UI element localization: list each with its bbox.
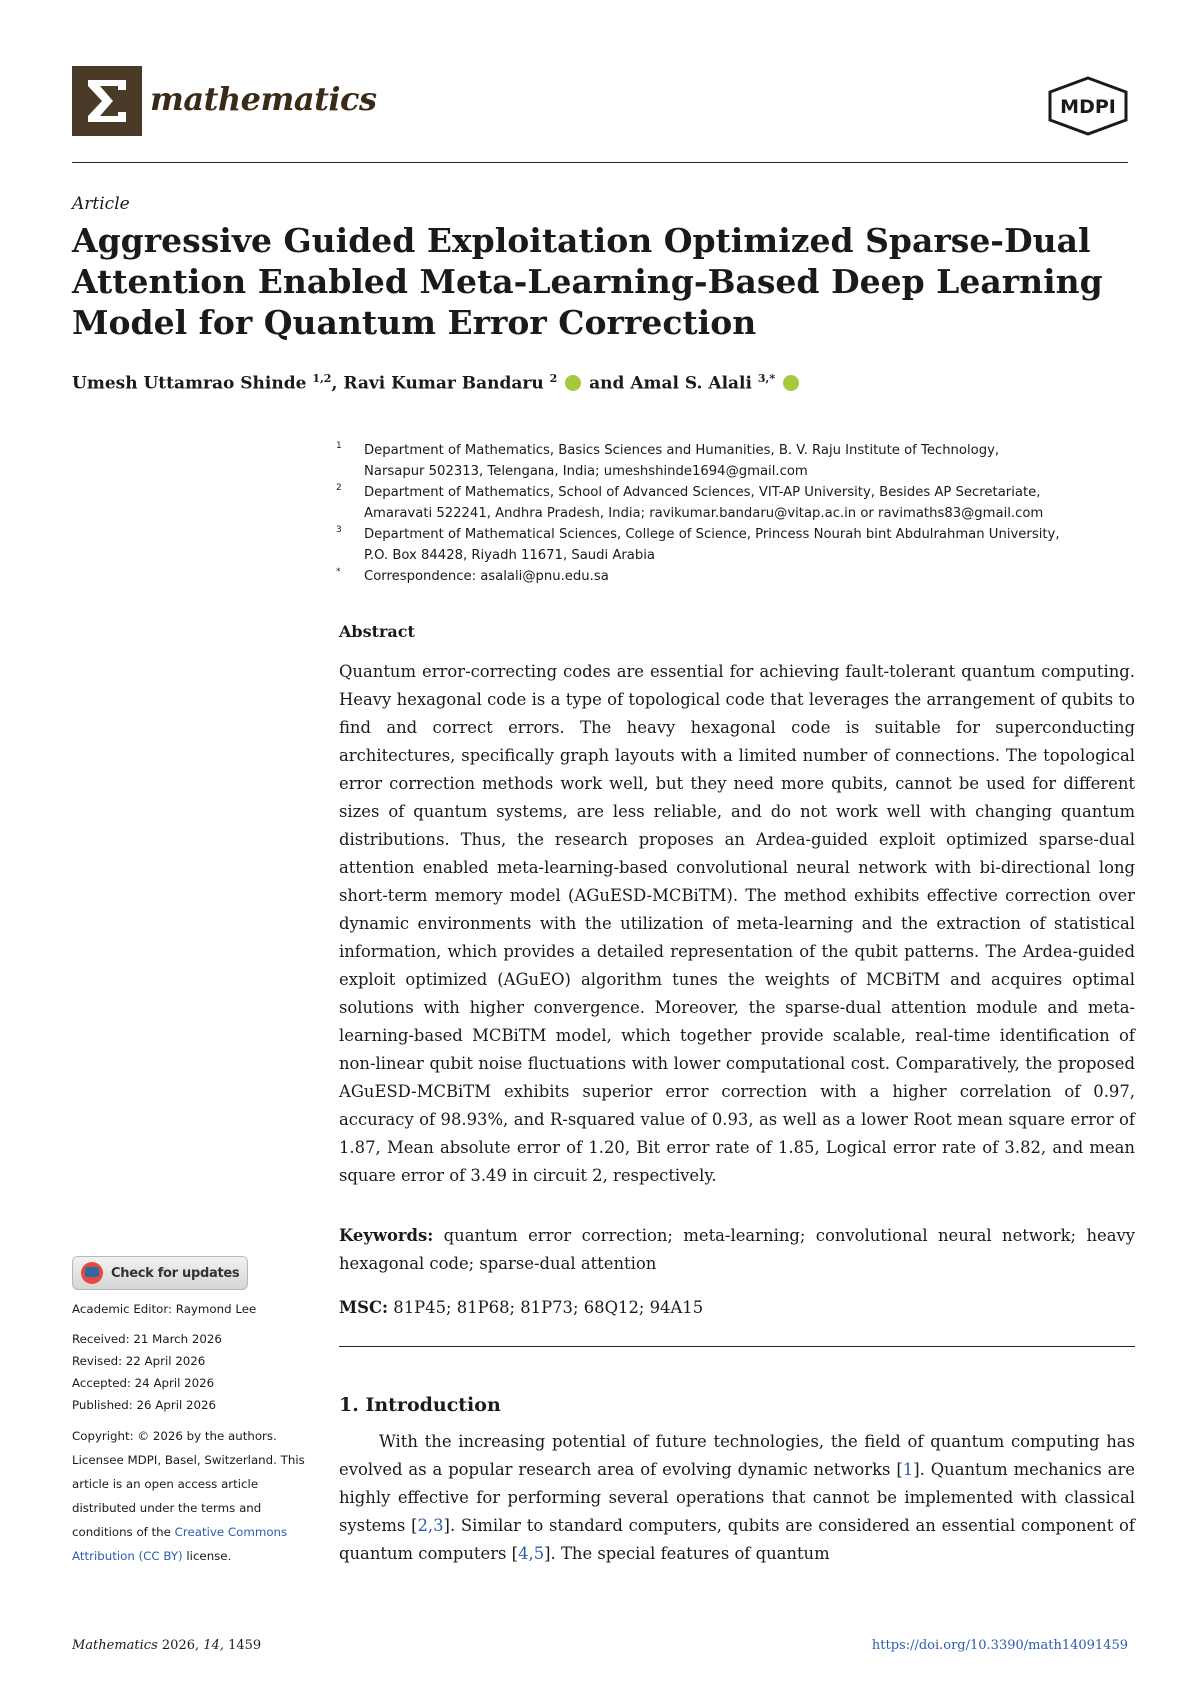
msc-text: 81P45; 81P68; 81P73; 68Q12; 94A15 <box>393 1298 704 1317</box>
affiliation-number: 2 <box>336 483 342 493</box>
author-name: Amal S. Alali <box>630 373 752 394</box>
copyright-notice: Copyright: © 2026 by the authors. Licensee MDPI, Basel, Switzerland. This article is an open access article distributed under the terms and conditions of the Creative Commons Attribution (CC BY) license. <box>72 1429 305 1563</box>
author-list: Umesh Uttamrao Shinde $^{1,2}$, Ravi Kumar Bandaru $^2$ and Amal S. Alali $^{3,*}$ <box>72 372 801 394</box>
paper-title: Aggressive Guided Exploitation Optimized Sparse-Dual Attention Enabled Meta-Learning-Based Deep Learning Model for Quantum Error Correction <box>72 221 1103 342</box>
affiliation-number: * <box>336 567 341 577</box>
author-affiliation-mark: 3,* <box>757 372 776 385</box>
msc-codes <box>339 1294 1135 1322</box>
mdpi-logo <box>1046 76 1130 140</box>
orcid-icon[interactable] <box>565 375 581 391</box>
footer-volume: 14, <box>203 1638 224 1653</box>
correspondence: * Correspondence: asalali@pnu.edu.sa <box>336 566 1136 587</box>
article-type: Article <box>72 194 130 214</box>
abstract-text: Quantum error-correcting codes are essential for achieving fault-tolerant quantum computing. Heavy hexagonal code is a type of topological code that leverages the arrangement of qubits to find and correct errors. The heavy hexagonal code is suitable for superconducting architectures, specifically graph layouts with a limited number of connections. The topological error correction methods work well, but they need more qubits, cannot be used for different sizes of quantum systems, are less reliable, and do not work well with changing quantum distributions. Thus, the research proposes an Ardea-guided exploit optimized sparse-dual attention enabled meta-learning-based convolutional neural network with bi-directional long short-term memory model (AGuESD-MCBiTM). The method exhibits effective correction over dynamic environments with the utilization of meta-learning and the extraction of statistical information, which provides a detailed representation of the qubit patterns. The Ardea-guided exploit optimized (AGuEO) algorithm tunes the weights of MCBiTM and acquires optimal solutions with higher convergence. Moreover, the sparse-dual attention module and meta-learning-based MCBiTM model, which together provide scalable, real-time identification of non-linear qubit noise fluctuations with lower computational cost. Comparatively, the proposed AGuESD-MCBiTM exhibits superior error correction with a higher correlation of 0.97, accuracy of 98.93%, and R-squared value of 0.93, as well as a lower Root mean square error of 1.87, Mean absolute error of 1.20, Bit error rate of 1.85, Logical error rate of 3.82, and mean square error of 3.49 in circuit 2, respectively. <box>339 662 1135 1185</box>
affiliation-number: 1 <box>336 441 342 451</box>
keywords <box>339 1222 1135 1278</box>
revised-date: Revised: 22 April 2026 <box>72 1354 206 1368</box>
citation-link[interactable]: 1 <box>902 1460 914 1479</box>
intro-paragraph: With the increasing potential of future technologies, the field of quantum computing has evolved as a popular research area of evolving dynamic networks [1]. Quantum mechanics are highly effective for performing several operations that cannot be implemented with classical systems [2,3]. Similar to standard computers, qubits are considered an essential component of quantum computers [4,5]. The special features of quantum <box>339 1432 1135 1563</box>
author-name: Ravi Kumar Bandaru <box>343 373 544 394</box>
journal-logo <box>72 66 142 136</box>
academic-editor: Academic Editor: Raymond Lee <box>72 1302 257 1316</box>
affiliations <box>336 440 1136 587</box>
accepted-date: Accepted: 24 April 2026 <box>72 1376 215 1390</box>
affiliation-item: 1 Department of Mathematics, Basics Sciences and Humanities, B. V. Raju Institute of Technology, Narsapur 502313, Telengana, India; umeshshinde1694@gmail.com <box>336 440 1136 482</box>
header-divider <box>72 162 1128 163</box>
footer-year: 2026, <box>161 1638 200 1653</box>
section-heading: 1. Introduction <box>339 1394 501 1416</box>
author-affiliation-mark: 2 <box>549 372 558 385</box>
abstract-heading: Abstract <box>339 622 415 641</box>
footer-citation <box>72 1638 261 1653</box>
published-date: Published: 26 April 2026 <box>72 1398 217 1412</box>
affiliation-number: 3 <box>336 525 342 535</box>
check-for-updates-button[interactable] <box>72 1256 248 1290</box>
license-link[interactable]: Creative Commons Attribution (CC BY) <box>72 1525 288 1563</box>
affiliation-item: 2 Department of Mathematics, School of Advanced Sciences, VIT-AP University, Besides AP Secretariate, Amaravati 522241, Andhra Pradesh, India; ravikumar.bandaru@vitap.ac.in or ravimaths83@gmail.com <box>336 482 1136 524</box>
section-divider <box>339 1346 1135 1347</box>
keywords-text: quantum error correction; meta-learning; convolutional neural network; heavy hexagonal code; sparse-dual attention <box>339 1226 1135 1273</box>
author-affiliation-mark: 1,2 <box>312 372 332 385</box>
footer-page: 1459 <box>228 1638 262 1653</box>
check-updates-label: Check for updates <box>111 1265 240 1281</box>
affiliation-item: 3 Department of Mathematical Sciences, College of Science, Princess Nourah bint Abdulrahman University, P.O. Box 84428, Riyadh 11671, Saudi Arabia <box>336 524 1136 566</box>
msc-label: MSC: <box>339 1298 389 1317</box>
author-name: Umesh Uttamrao Shinde <box>72 373 307 394</box>
footer-journal-name: Mathematics <box>72 1638 158 1653</box>
doi-link[interactable]: https://doi.org/10.3390/math14091459 <box>871 1638 1128 1653</box>
orcid-icon[interactable] <box>783 375 799 391</box>
article-info-sidebar <box>72 1302 322 1568</box>
publisher-name: MDPI <box>1060 96 1116 118</box>
journal-name: mathematics <box>150 80 377 118</box>
citation-link[interactable]: 2,3 <box>417 1516 444 1535</box>
received-date: Received: 21 March 2026 <box>72 1332 222 1346</box>
citation-link[interactable]: 4,5 <box>518 1544 545 1563</box>
check-updates-icon <box>81 1262 103 1284</box>
keywords-label: Keywords: <box>339 1226 434 1245</box>
